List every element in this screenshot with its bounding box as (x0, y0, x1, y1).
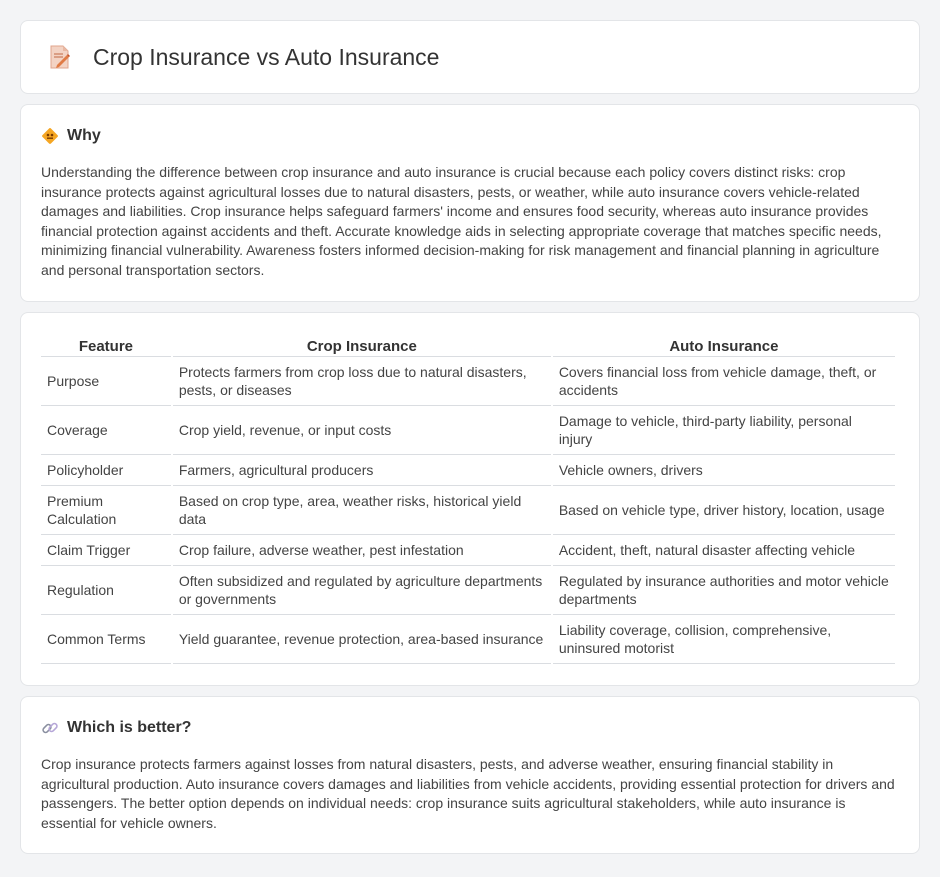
crop-cell: Crop failure, adverse weather, pest infestation (173, 535, 551, 566)
table-row (41, 566, 895, 615)
header-crop-insurance: Crop Insurance (173, 333, 551, 357)
why-text: Understanding the difference between crop insurance and auto insurance is crucial because each policy covers distinct risks: crop insurance protects against agricultural losses due to natural disasters, pests, or weather, while auto insurance covers vehicle-related damages and liabilities. Crop insurance helps safeguard farmers' income and ensures food security, whereas auto insurance provides financial protection against accidents and theft. Accurate knowledge aids in selecting appropriate coverage that matches specific needs, minimizing financial vulnerability. Awareness fosters informed decision-making for risk management and financial planning in agriculture and personal transportation sectors. (41, 164, 882, 278)
better-text: Crop insurance protects farmers against losses from natural disasters, pests, and adverse weather, ensuring financial stability in agricultural production. Auto insurance covers damages and liabilities from vehicle accidents, providing essential protection for drivers and passengers. The better option depends on individual needs: crop insurance suits agricultural stakeholders, while auto insurance is essential for vehicle owners. (41, 756, 895, 831)
feature-cell: Claim Trigger (41, 535, 171, 566)
table-row (41, 615, 895, 664)
crop-cell: Based on crop type, area, weather risks, historical yield data (173, 486, 551, 535)
comparison-table-card (20, 312, 920, 686)
auto-cell: Accident, theft, natural disaster affecting vehicle (553, 535, 895, 566)
table-row (41, 535, 895, 566)
header-feature: Feature (41, 333, 171, 357)
comparison-table (39, 333, 897, 664)
link-icon (41, 719, 59, 737)
crop-cell: Crop yield, revenue, or input costs (173, 406, 551, 455)
document-edit-icon (49, 44, 71, 70)
auto-cell: Damage to vehicle, third-party liability, personal injury (553, 406, 895, 455)
table-header-row (41, 333, 895, 357)
table-row (41, 486, 895, 535)
feature-cell: Purpose (41, 357, 171, 406)
why-title: Why (67, 127, 101, 144)
auto-cell: Vehicle owners, drivers (553, 455, 895, 486)
page-title: Crop Insurance vs Auto Insurance (93, 43, 440, 70)
feature-cell: Premium Calculation (41, 486, 171, 535)
feature-cell: Common Terms (41, 615, 171, 664)
better-header (41, 719, 899, 737)
feature-cell: Coverage (41, 406, 171, 455)
table-row (41, 406, 895, 455)
crop-cell: Often subsidized and regulated by agriculture departments or governments (173, 566, 551, 615)
auto-cell: Covers financial loss from vehicle damage, theft, or accidents (553, 357, 895, 406)
crop-cell: Protects farmers from crop loss due to natural disasters, pests, or diseases (173, 357, 551, 406)
crop-cell: Yield guarantee, revenue protection, area-based insurance (173, 615, 551, 664)
better-title: Which is better? (67, 719, 192, 736)
which-is-better-section (20, 696, 920, 854)
auto-cell: Based on vehicle type, driver history, location, usage (553, 486, 895, 535)
header-auto-insurance: Auto Insurance (553, 333, 895, 357)
why-header (41, 127, 899, 145)
table-row (41, 455, 895, 486)
auto-cell: Regulated by insurance authorities and motor vehicle departments (553, 566, 895, 615)
diamond-sign-icon (41, 127, 59, 145)
feature-cell: Policyholder (41, 455, 171, 486)
table-row (41, 357, 895, 406)
header-card (20, 20, 920, 94)
crop-cell: Farmers, agricultural producers (173, 455, 551, 486)
feature-cell: Regulation (41, 566, 171, 615)
auto-cell: Liability coverage, collision, comprehensive, uninsured motorist (553, 615, 895, 664)
why-section (20, 104, 920, 302)
